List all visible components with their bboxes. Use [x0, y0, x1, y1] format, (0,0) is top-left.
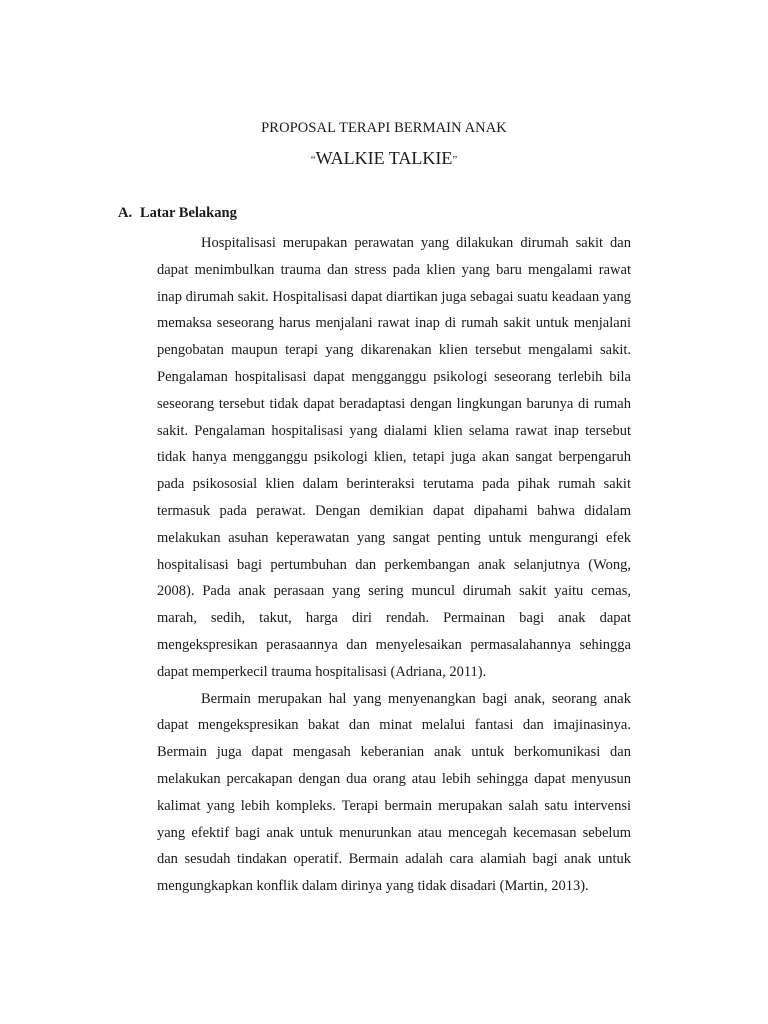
section-number: A.	[118, 205, 133, 221]
section-heading	[118, 203, 237, 223]
subtitle-close-quote: ”	[452, 154, 458, 166]
paragraph: Hospitalisasi merupakan perawatan yang dilakukan dirumah sakit dan dapat menimbulkan trauma dan stress pada klien yang baru mengalami rawat inap dirumah sakit. Hospitalisasi dapat diartikan juga sebagai suatu keadaan yang memaksa seseorang harus menjalani rawat inap di rumah sakit untuk menjalani pengobatan maupun terapi yang dikarenakan klien tersebut mengalami sakit. Pengalaman hospitalisasi dapat mengganggu psikologi seseorang terlebih bila seseorang tersebut tidak dapat beradaptasi dengan lingkungan barunya di rumah sakit. Pengalaman hospitalisasi yang dialami klien selama rawat inap tersebut tidak hanya mengganggu psikologi klien, tetapi juga akan sangat berpengaruh pada psikososial klien dalam berinteraksi terutama pada pihak rumah sakit termasuk pada perawat. Dengan demikian dapat dipahami bahwa didalam melakukan asuhan keperawatan yang sangat penting untuk mengurangi efek hospitalisasi bagi pertumbuhan dan perkembangan anak selanjutnya (Wong, 2008). Pada anak perasaan yang sering muncul dirumah sakit yaitu cemas, marah, sedih, takut, harga diri rendah. Permainan bagi anak dapat mengekspresikan perasaannya dan menyelesaikan permasalahannya sehingga dapat memperkecil trauma hospitalisasi (Adriana, 2011).	[157, 235, 631, 680]
subtitle-text: WALKIE TALKIE	[315, 148, 453, 168]
section-heading-text: Latar Belakang	[140, 205, 237, 221]
document-title: PROPOSAL TERAPI BERMAIN ANAK	[261, 120, 507, 136]
paragraph: Bermain merupakan hal yang menyenangkan bagi anak, seorang anak dapat mengekspresikan bakat dan minat melalui fantasi dan imajinasinya. Bermain juga dapat mengasah keberanian anak untuk berkomunikasi dan melakukan percakapan dengan dua orang atau lebih sehingga dapat menyusun kalimat yang lebih kompleks. Terapi bermain merupakan salah satu intervensi yang efektif bagi anak untuk menurunkan atau mencegah kecemasan sebelum dan sesudah tindakan operatif. Bermain adalah cara alamiah bagi anak untuk mengungkapkan konflik dalam dirinya yang tidak disadari (Martin, 2013).	[157, 690, 631, 895]
document-subtitle	[0, 145, 768, 173]
subtitle-open-quote: “	[310, 154, 316, 166]
section-body	[157, 230, 631, 900]
